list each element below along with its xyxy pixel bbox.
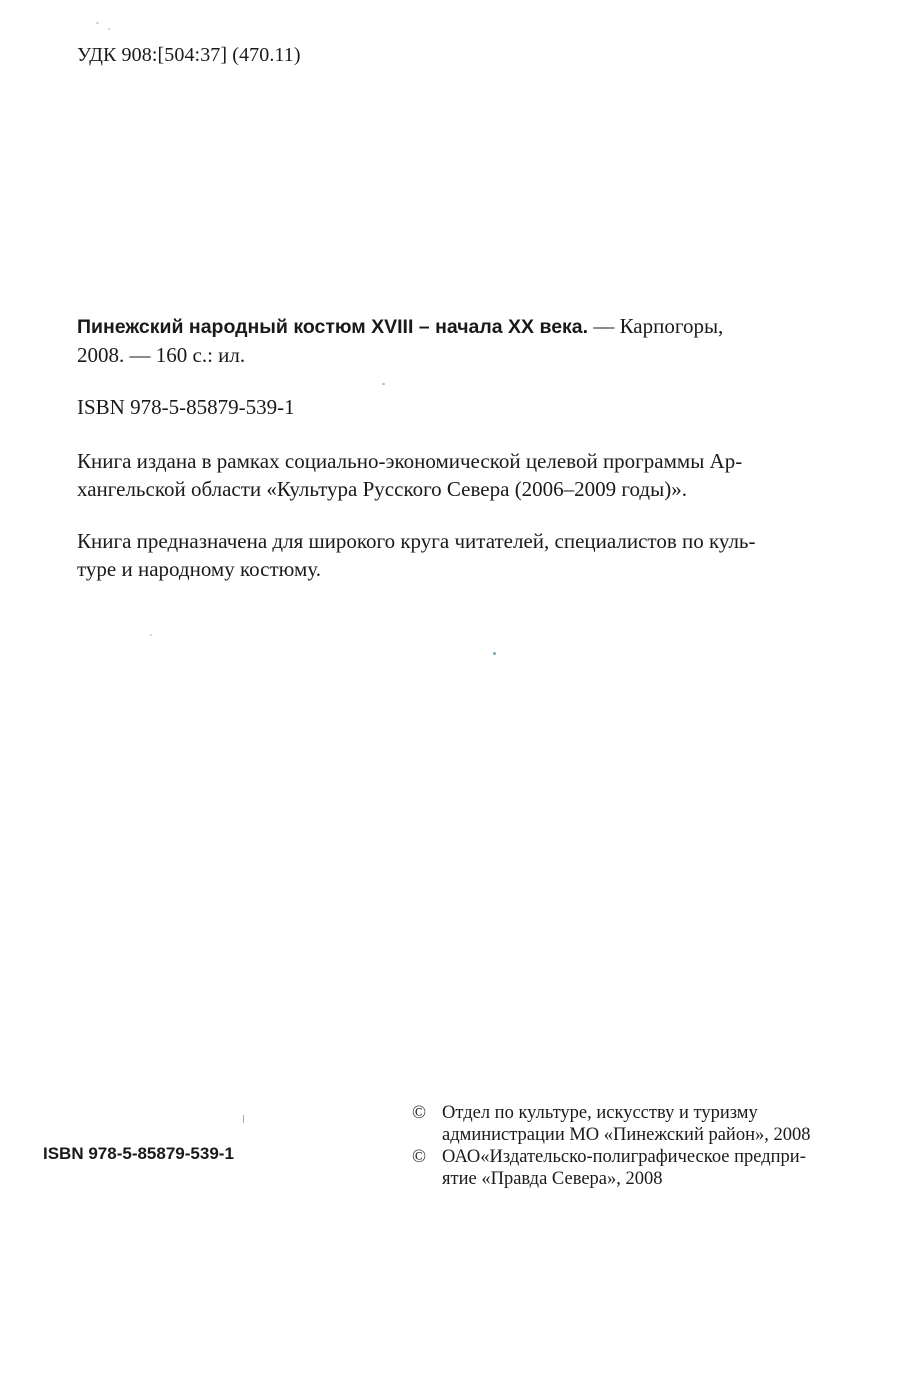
bibliographic-line-1 xyxy=(77,312,847,341)
imprint-year-pages: 2008. — 160 с.: ил. xyxy=(77,343,246,367)
copyright-line: ятие «Правда Севера», 2008 xyxy=(442,1169,663,1189)
copyright-entry xyxy=(412,1146,852,1190)
copyright-sign: © xyxy=(412,1147,427,1167)
scan-speck xyxy=(96,22,99,24)
purpose-note-line-2: туре и народному костюму. xyxy=(77,557,321,581)
book-title: Пинежский народный костюм XVIII – начала XX века. xyxy=(77,316,589,338)
isbn-main: ISBN 978-5-85879-539-1 xyxy=(77,395,295,419)
copyright-line: Отдел по культуре, искусству и туризму xyxy=(442,1103,758,1123)
scan-speck xyxy=(150,634,152,636)
copyright-sign: © xyxy=(412,1103,427,1123)
scan-speck xyxy=(493,652,496,655)
purpose-note-line-1: Книга предназначена для широкого круга читателей, специалистов по куль- xyxy=(77,529,756,553)
program-note xyxy=(77,447,847,503)
scan-speck xyxy=(108,28,110,30)
program-note-line-2: хангельской области «Культура Русского Севера (2006–2009 годы)». xyxy=(77,477,687,501)
program-note-line-1: Книга издана в рамках социально-экономической целевой программы Ар- xyxy=(77,449,743,473)
scan-speck xyxy=(243,1115,244,1123)
copyright-line: ОАО«Издательско-полиграфическое предпри- xyxy=(442,1147,806,1167)
udk-code: УДК 908:[504:37] (470.11) xyxy=(77,44,301,66)
isbn-bottom: ISBN 978-5-85879-539-1 xyxy=(43,1144,234,1163)
copyright-line: администрации МО «Пинежский район», 2008 xyxy=(442,1125,811,1145)
bibliographic-description xyxy=(77,312,847,369)
copyright-block xyxy=(412,1102,852,1190)
imprint-place: — Карпогоры, xyxy=(588,314,724,338)
scan-speck xyxy=(382,383,385,385)
purpose-note xyxy=(77,527,847,583)
copyright-entry xyxy=(412,1102,852,1146)
